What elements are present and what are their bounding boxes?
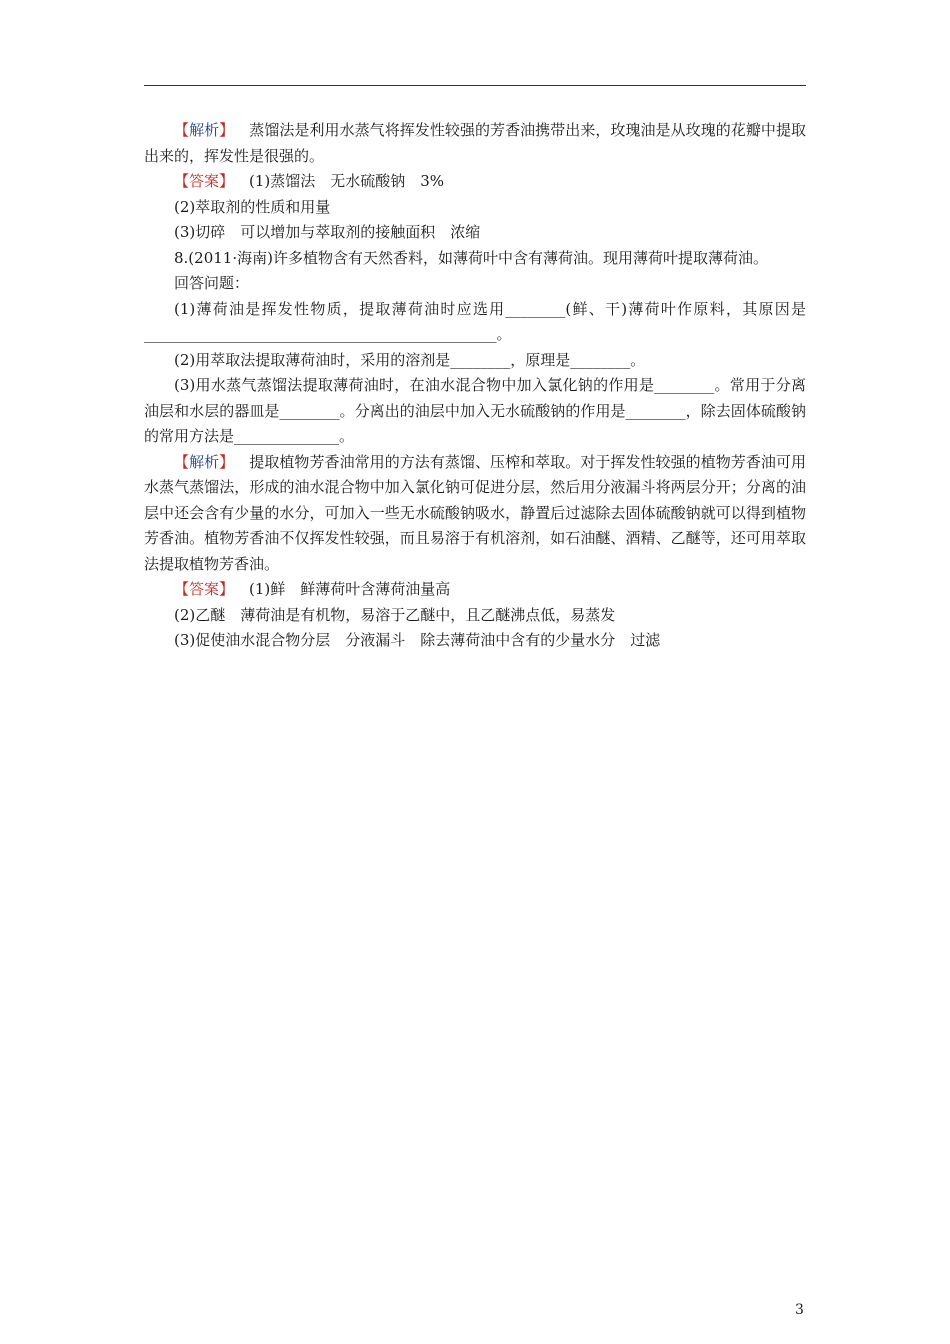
answer-2-line-3: (3)促使油水混合物分层 分液漏斗 除去薄荷油中含有的少量水分 过滤 (174, 631, 661, 649)
answer-1-line-2: (2)萃取剂的性质和用量 (174, 197, 331, 216)
analysis-tag: 解析 (189, 121, 220, 139)
analysis-2 (144, 450, 806, 578)
answer-tag: 【答案】 (174, 580, 235, 598)
answer-2-text-1: (1)鲜 鲜薄荷叶含薄荷油量高 (249, 580, 451, 598)
analysis-tag: 解析 (189, 452, 220, 471)
page-number: 3 (795, 1302, 804, 1318)
answer-1-line-1 (144, 169, 806, 195)
document-body (144, 118, 806, 654)
answer-1-line-3: (3)切碎 可以增加与萃取剂的接触面积 浓缩 (174, 223, 481, 241)
answer-2-line-1 (144, 577, 806, 603)
header-rule (144, 85, 806, 86)
answer-2-line-2: (2)乙醚 薄荷油是有机物，易溶于乙醚中，且乙醚沸点低，易蒸发 (174, 605, 616, 624)
question-8-part-2: (2)用萃取法提取薄荷油时，采用的溶剂是________，原理是________。 (174, 350, 646, 369)
analysis-tag-close: 】 (219, 121, 235, 139)
analysis-2-text: 提取植物芳香油常用的方法有蒸馏、压榨和萃取。对于挥发性较强的植物芳香油可用水蒸气蒸馏法，形成的油水混合物中加入氯化钠可促进分层，然后用分液漏斗将两层分开；分离的油层中还会含有少量的水分，可加入一些无水硫酸钠吸水，静置后过滤除去固体硫酸钠就可以得到植物芳香油。植物芳香油不仅挥发性较强，而且易溶于有机溶剂，如石油醚、酒精、乙醚等，还可用萃取法提取植物芳香油。 (144, 452, 806, 573)
analysis-tag-open: 【 (174, 452, 190, 471)
analysis-tag-close: 】 (219, 452, 235, 471)
question-8-part-1: (1)薄荷油是挥发性物质，提取薄荷油时应选用________(鲜、干)薄荷叶作原料，其原因是_______________________________________________。 (144, 299, 806, 343)
question-8-stem: 8.(2011·海南)许多植物含有天然香料，如薄荷叶中含有薄荷油。现用薄荷叶提取薄荷油。 (174, 248, 768, 267)
analysis-1 (144, 118, 806, 169)
analysis-tag-open: 【 (174, 121, 190, 139)
question-8-part-3: (3)用水蒸气蒸馏法提取薄荷油时，在油水混合物中加入氯化钠的作用是________。常用于分离油层和水层的器皿是________。分离出的油层中加入无水硫酸钠的作用是________，除去固体硫酸钠的常用方法是______________。 (144, 376, 806, 445)
analysis-1-text: 蒸馏法是利用水蒸气将挥发性较强的芳香油携带出来，玫瑰油是从玫瑰的花瓣中提取出来的，挥发性是很强的。 (144, 121, 806, 165)
question-8-prompt: 回答问题： (174, 274, 250, 292)
answer-tag: 【答案】 (174, 172, 235, 190)
answer-1-text-1: (1)蒸馏法 无水硫酸钠 3% (249, 172, 445, 190)
